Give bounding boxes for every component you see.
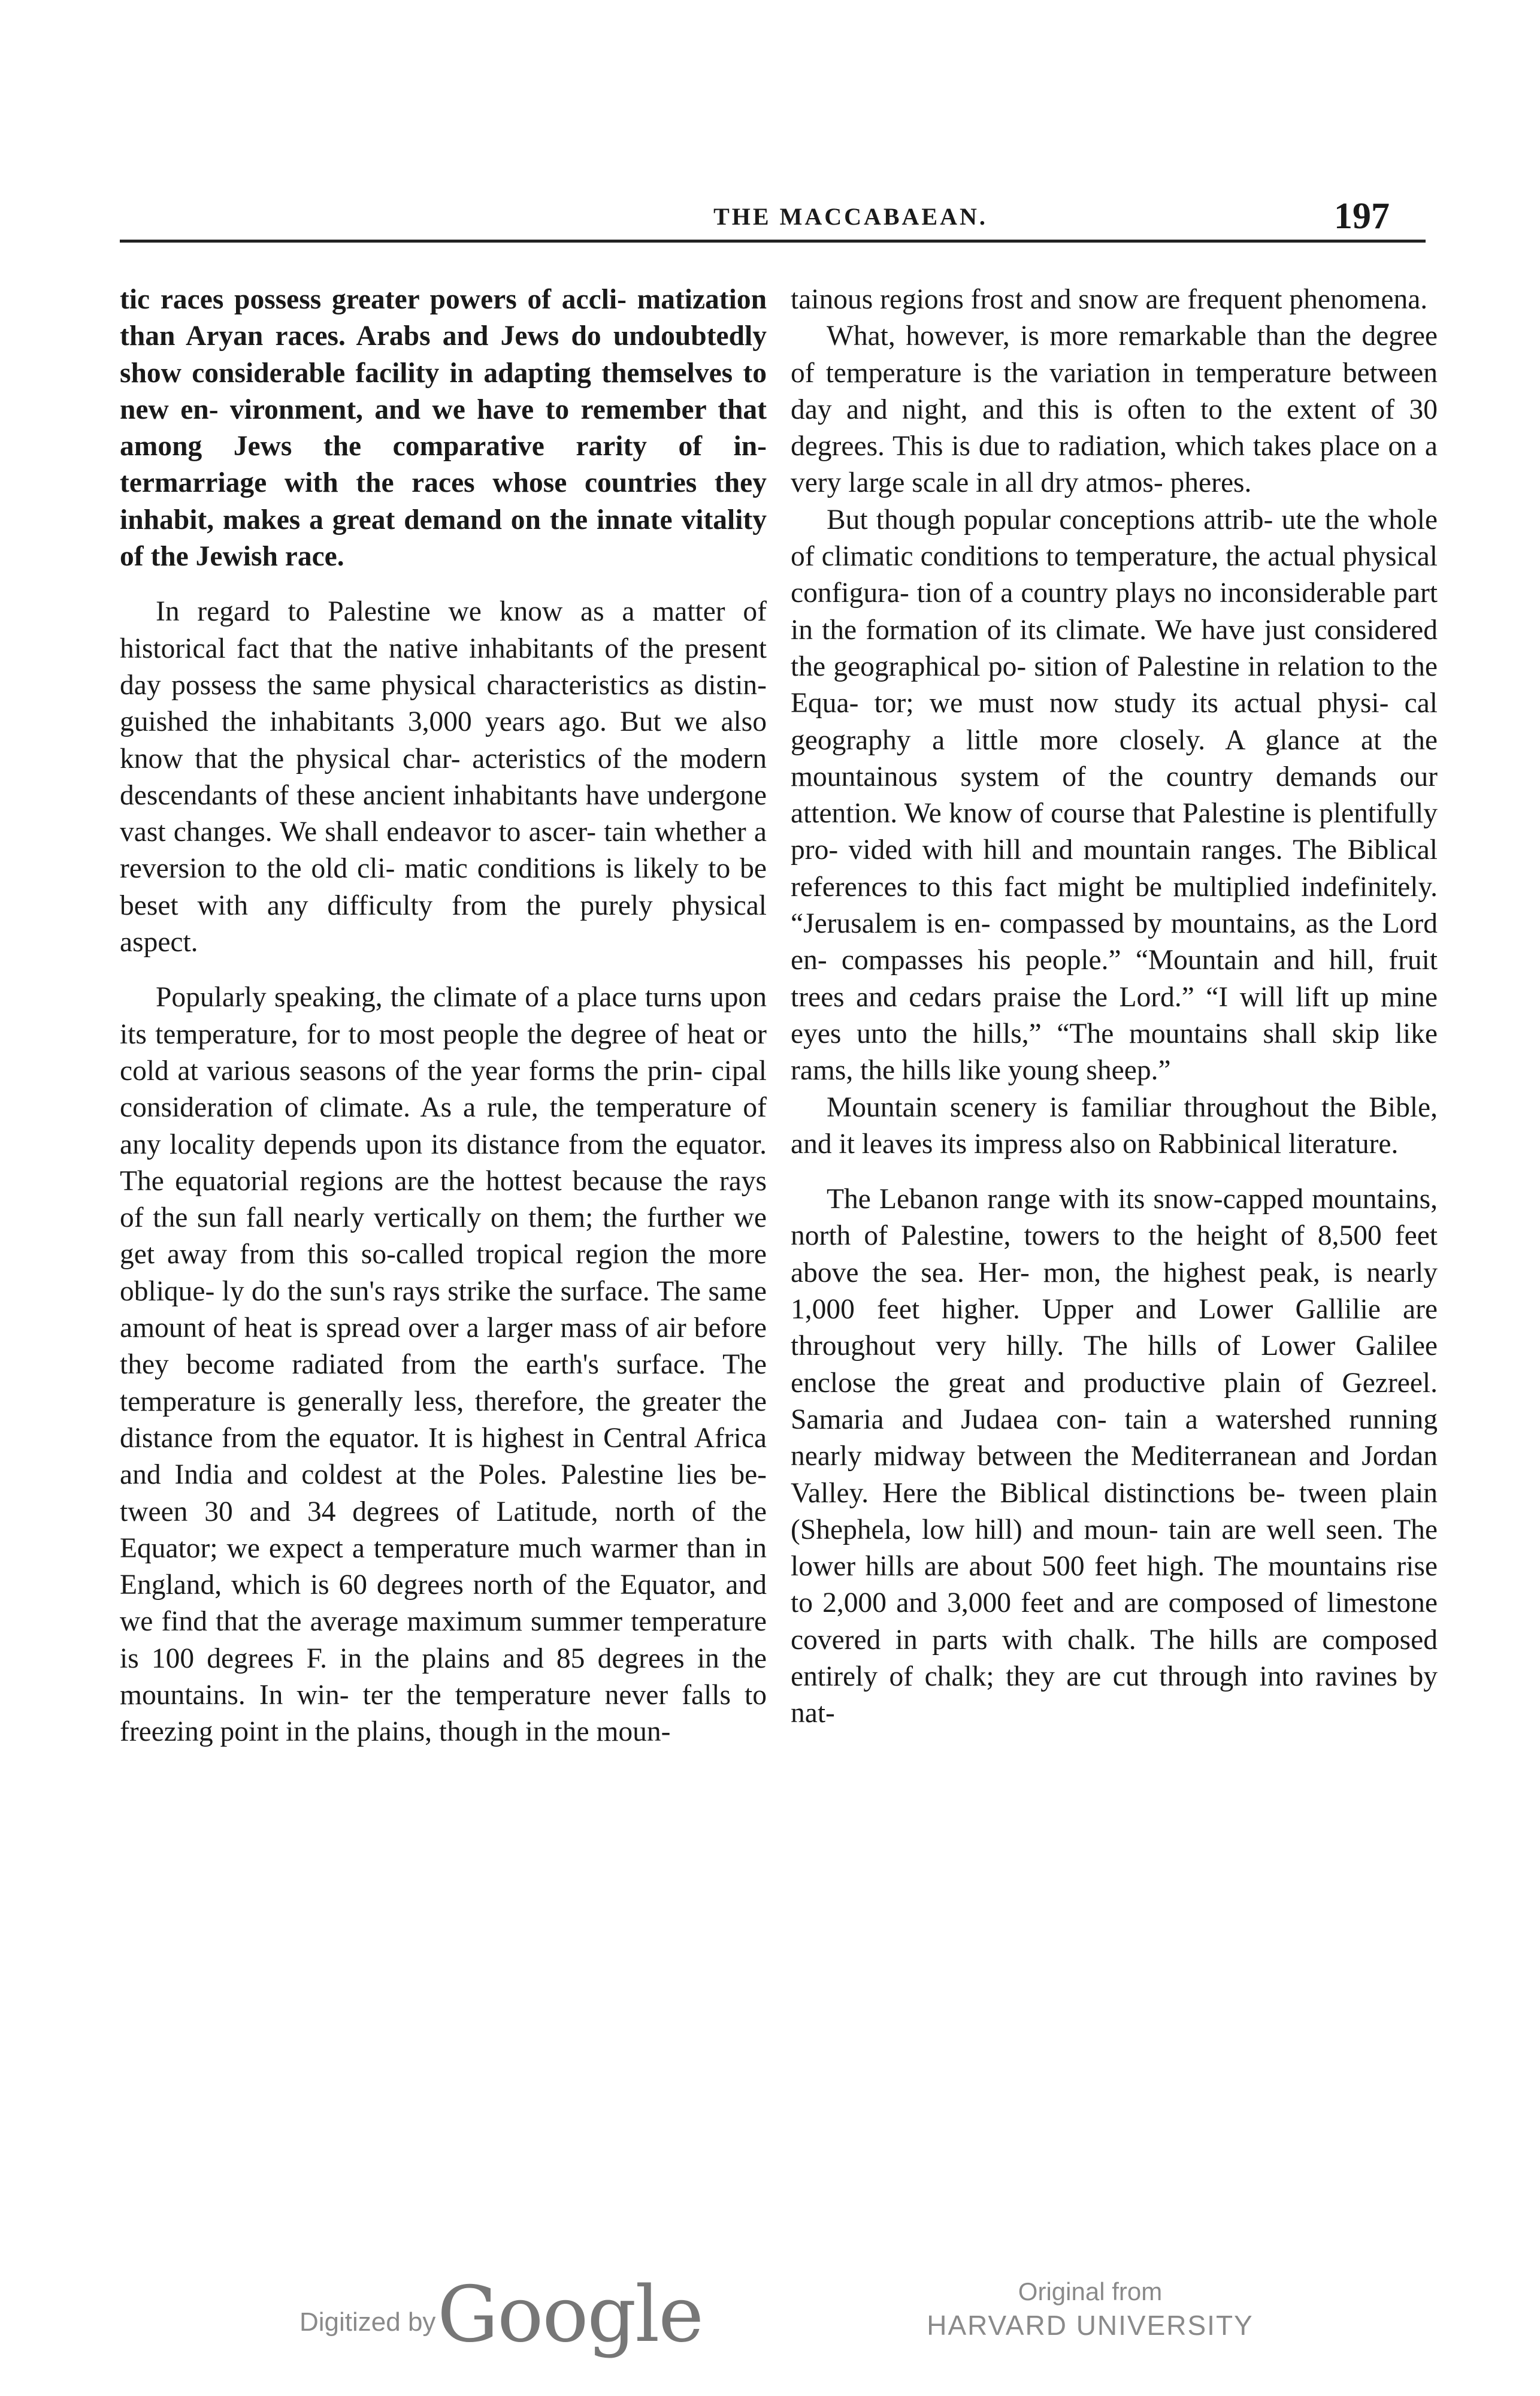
paragraph: tic races possess greater powers of accli- matization than Aryan races. Arabs and Jews do undoubtedly show considerable facility in adapting themselves to new en- vironment, and we have to remember that among Jews the comparative rarity of in- termarriage with the races whose countries they inhabit, makes a great demand on the innate vitality of the Jewish race. [120, 284, 767, 573]
source-watermark [910, 2276, 1270, 2343]
paragraph: What, however, is more remarkable than the degree of temperature is the variation in temperature between day and night, and this is often to the extent of 30 degrees. This is due to radiation, which takes place on a very large scale in all dry atmos- pheres. [791, 320, 1438, 499]
paragraph: Mountain scenery is familiar throughout the Bible, and it leaves its impress also on Rabbinical literature. [791, 1091, 1438, 1160]
running-title: THE MACCABAEAN. [713, 203, 988, 230]
page-header [120, 198, 1426, 240]
header-rule [120, 240, 1426, 243]
right-column [791, 282, 1438, 1732]
digitized-by-label: Digitized by [299, 2307, 436, 2337]
google-logo: Google [437, 2270, 703, 2359]
paragraph: tainous regions frost and snow are frequent phenomena. [791, 284, 1428, 315]
paragraph: In regard to Palestine we know as a matter of historical fact that the native inhabitants of the present day possess the same physical characteristics as distin- guished the inhabitants 3,000 years ago. But we also know that the physical char- acteristics of the modern descendants of these ancient inhabitants have undergone vast changes. We shall endeavor to ascer- tain whether a reversion to the old cli- matic conditions is likely to be beset with any difficulty from the purely physical aspect. [120, 596, 767, 958]
digitized-watermark [299, 2270, 703, 2360]
left-column [120, 282, 767, 1751]
paragraph: Popularly speaking, the climate of a place turns upon its temperature, for to most people the degree of heat or cold at various seasons of the year forms the prin- cipal consideration of climate. As a rule, the temperature of any locality depends upon its distance from the equator. The equatorial regions are the hottest because the rays of the sun fall nearly vertically on them; the further we get away from this so-called tropical region the more oblique- ly do the sun's rays strike the surface. The same amount of heat is spread over a larger mass of air before they become radiated from the earth's surface. The temperature is generally less, therefore, the greater the distance from the equator. It is highest in Central Africa and India and coldest at the Poles. Palestine lies be- tween 30 and 34 degrees of Latitude, north of the Equator; we expect a temperature much warmer than in England, which is 60 degrees north of the Equator, and we find that the average maximum summer temperature is 100 degrees F. in the plains and 85 degrees in the mountains. In win- ter the temperature never falls to freezing point in the plains, though in the moun- [120, 982, 767, 1748]
paragraph: The Lebanon range with its snow-capped mountains, north of Palestine, towers to the height of 8,500 feet above the sea. Her- mon, the highest peak, is nearly 1,000 feet higher. Upper and Lower Gallilie are throughout very hilly. The hills of Lower Galilee enclose the great and productive plain of Gezreel. Samaria and Judaea con- tain a watershed running nearly midway between the Mediterranean and Jordan Valley. Here the Biblical distinctions be- tween plain (Shephela, low hill) and moun- tain are well seen. The lower hills are about 500 feet high. The mountains rise to 2,000 and 3,000 feet and are composed of limestone covered in parts with chalk. The hills are composed entirely of chalk; they are cut through into ravines by nat- [791, 1184, 1438, 1729]
paragraph: But though popular conceptions attrib- ute the whole of climatic conditions to temperature, the actual physical configura- tion of a country plays no inconsiderable part in the formation of its climate. We have just considered the geographical po- sition of Palestine in relation to the Equa- tor; we must now study its actual physi- cal geography a little more closely. A glance at the mountainous system of the country demands our attention. We know of course that Palestine is plentifully pro- vided with hill and mountain ranges. The Biblical references to this fact might be multiplied indefinitely. “Jerusalem is en- compassed by mountains, as the Lord en- compasses his people.” “Mountain and hill, fruit trees and cedars praise the Lord.” “I will lift up mine eyes unto the hills,” “The mountains shall skip like rams, the hills like young sheep.” [791, 504, 1438, 1087]
original-from-label: Original from [1018, 2277, 1163, 2306]
page-number: 197 [1334, 196, 1390, 237]
university-label: HARVARD UNIVERSITY [927, 2310, 1254, 2341]
